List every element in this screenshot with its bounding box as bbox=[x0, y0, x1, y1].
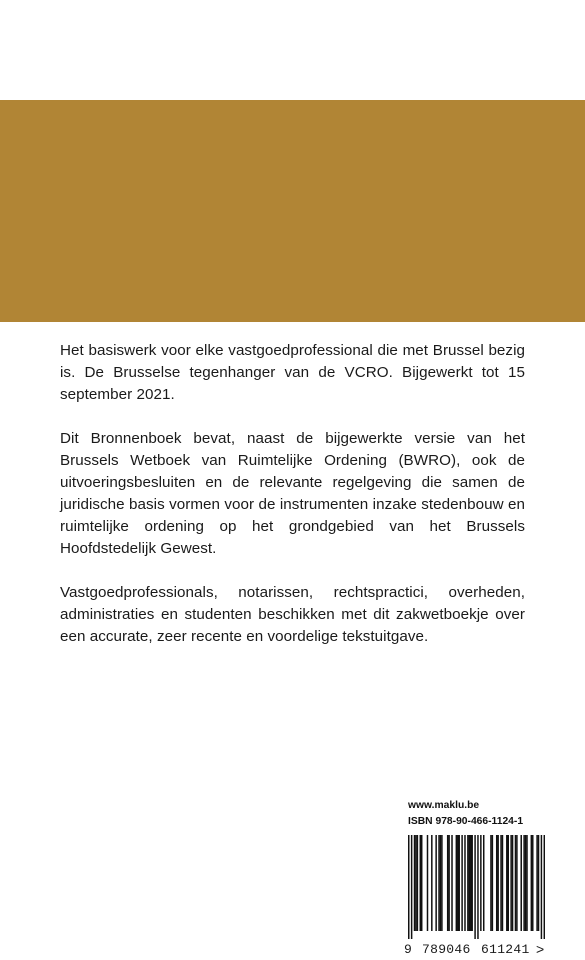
barcode-bar bbox=[497, 835, 498, 931]
barcode-bar bbox=[411, 835, 412, 939]
barcode-bar bbox=[538, 835, 539, 931]
barcode-right-digits: 611241 bbox=[481, 942, 530, 957]
barcode-bar bbox=[471, 835, 472, 931]
barcode-bar bbox=[520, 835, 521, 931]
barcode-bar bbox=[477, 835, 478, 939]
barcode-bar bbox=[474, 835, 475, 939]
barcode-bar bbox=[483, 835, 484, 931]
barcode-bar bbox=[440, 835, 441, 931]
barcode-lead-digit: 9 bbox=[404, 942, 412, 957]
blurb-paragraph-1: Het basiswerk voor elke vastgoedprofessional die met Brussel bezig is. De Brusselse tegenhanger van de VCRO. Bijgewerkt tot 15 september 2021. bbox=[60, 342, 525, 403]
barcode-bar bbox=[470, 835, 471, 931]
barcode-bar bbox=[438, 835, 439, 931]
barcode-bar bbox=[506, 835, 507, 931]
barcode-bar bbox=[469, 835, 470, 931]
barcode-bar bbox=[427, 835, 428, 931]
barcode-left-digits: 789046 bbox=[422, 942, 471, 957]
barcode-bar bbox=[490, 835, 491, 931]
isbn-barcode bbox=[404, 835, 545, 957]
barcode-bar bbox=[525, 835, 526, 931]
barcode-bar bbox=[467, 835, 468, 931]
barcode-bar bbox=[544, 835, 545, 939]
barcode-bar bbox=[541, 835, 542, 939]
barcode-bar bbox=[415, 835, 416, 931]
barcode-bar bbox=[431, 835, 432, 931]
publisher-website: www.maklu.be bbox=[408, 800, 480, 811]
barcode-bar bbox=[526, 835, 527, 931]
barcode-bar bbox=[492, 835, 493, 931]
barcode-bar bbox=[508, 835, 509, 931]
isbn-number: ISBN 978-90-466-1124-1 bbox=[408, 816, 524, 827]
barcode-bar bbox=[447, 835, 448, 931]
barcode-bar bbox=[417, 835, 418, 931]
barcode-bar bbox=[532, 835, 533, 931]
barcode-bar bbox=[531, 835, 532, 931]
publisher-imprint bbox=[408, 798, 545, 830]
barcode-bar bbox=[451, 835, 452, 931]
barcode-bar bbox=[435, 835, 436, 931]
barcode-bar bbox=[414, 835, 415, 931]
cover-color-band bbox=[0, 100, 585, 322]
barcode-bar bbox=[420, 835, 421, 931]
barcode-bars bbox=[408, 835, 545, 939]
barcode-bar bbox=[516, 835, 517, 931]
barcode-bar bbox=[502, 835, 503, 931]
barcode-arrow: > bbox=[536, 941, 545, 957]
barcode-bar bbox=[441, 835, 442, 931]
barcode-bar bbox=[421, 835, 422, 931]
barcode-digits bbox=[404, 941, 545, 958]
barcode-bar bbox=[523, 835, 524, 931]
barcode-bar bbox=[458, 835, 459, 931]
barcode-bar bbox=[456, 835, 457, 931]
barcode-bar bbox=[461, 835, 462, 931]
barcode-bar bbox=[515, 835, 516, 931]
blurb-paragraph-2: Dit Bronnenboek bevat, naast de bijgewerkte versie van het Brussels Wetboek van Ruimtelijke Ordening (BWRO), ook de uitvoeringsbesluiten en de relevante regelgeving die samen de juridische basis vormen voor de instrumenten inzake stedenbouw en ruimtelijke ordening op het grondgebied van het Brussels Hoofdstedelijk Gewest. bbox=[60, 430, 525, 557]
barcode-bar bbox=[512, 835, 513, 931]
barcode-bar bbox=[536, 835, 537, 931]
barcode-bar bbox=[500, 835, 501, 931]
blurb-paragraph-3: Vastgoedprofessionals, notarissen, rechtspractici, overheden, administraties en studenten beschikken met dit zakwetboekje over een accurate, zeer recente en voordelige tekstuitgave. bbox=[60, 584, 525, 645]
barcode-bar bbox=[408, 835, 409, 939]
barcode-bar bbox=[448, 835, 449, 931]
back-cover-blurb bbox=[60, 340, 525, 670]
barcode-bar bbox=[480, 835, 481, 931]
barcode-bar bbox=[457, 835, 458, 931]
barcode-bar bbox=[464, 835, 465, 931]
barcode-bar bbox=[496, 835, 497, 931]
barcode-bar bbox=[510, 835, 511, 931]
